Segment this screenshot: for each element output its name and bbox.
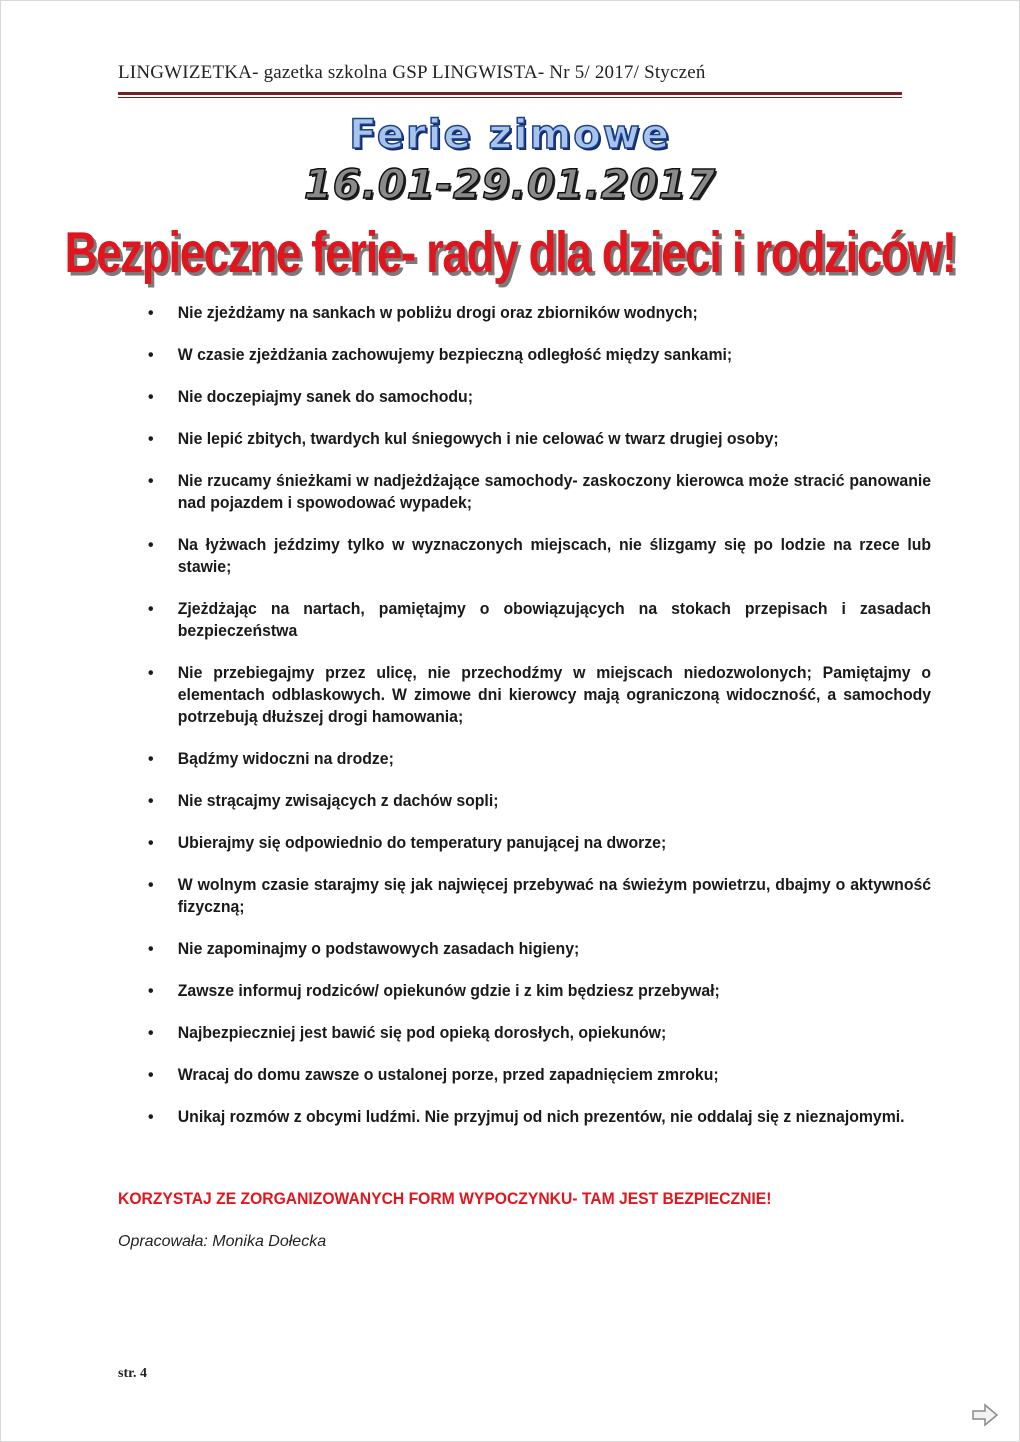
list-item — [148, 344, 931, 366]
list-item — [148, 1022, 931, 1044]
rule-text: Na łyżwach jeździmy tylko w wyznaczonych miejscach, nie ślizgamy się po lodzie na rzece lub stawie; — [177, 535, 932, 576]
list-item — [148, 428, 931, 450]
list-item — [148, 980, 931, 1002]
bullet-icon: • — [148, 939, 154, 958]
bullet-icon: • — [148, 387, 154, 406]
header-rule — [118, 92, 902, 95]
list-item — [148, 662, 931, 728]
bullet-icon: • — [148, 791, 154, 810]
rules-list — [148, 302, 932, 1148]
author-credit: Opracowała: Monika Dołecka — [118, 1233, 327, 1250]
rule-text: Nie zjeżdżamy na sankach w pobliżu drogi oraz zbiorników wodnych; — [177, 303, 698, 322]
list-item — [148, 748, 931, 770]
bullet-icon: • — [148, 471, 154, 490]
bullet-icon: • — [148, 663, 154, 682]
rule-text: Ubierajmy się odpowiednio do temperatury panującej na dworze; — [177, 833, 667, 852]
rule-text: Zawsze informuj rodziców/ opiekunów gdzie i z kim będziesz przebywał; — [177, 981, 720, 1000]
list-item — [148, 302, 931, 324]
rule-text: Wracaj do domu zawsze o ustalonej porze, przed zapadnięciem zmroku; — [177, 1065, 719, 1084]
page-number: str. 4 — [118, 1366, 148, 1381]
bullet-icon: • — [148, 345, 154, 364]
bullet-icon: • — [148, 1023, 154, 1042]
rule-text: Nie przebiegajmy przez ulicę, nie przechodźmy w miejscach niedozwolonych; Pamiętajmy o elementach odblaskowych. W zimowe dni kierowcy mają ograniczoną widoczność, a samochody potrzebują dłuższej drogi hamowania; — [177, 663, 932, 726]
rule-text: Zjeżdżając na nartach, pamiętajmy o obowiązujących na stokach przepisach i zasadach bezpieczeństwa — [177, 599, 932, 640]
bullet-icon: • — [148, 599, 154, 618]
bullet-icon: • — [148, 875, 154, 894]
dates-title: 16.01-29.01.2017 — [303, 162, 717, 208]
bullet-icon: • — [148, 429, 154, 448]
bullet-icon: • — [148, 981, 154, 1000]
list-item — [148, 470, 931, 514]
list-item — [148, 386, 931, 408]
list-item — [148, 874, 931, 918]
rule-text: Nie strącajmy zwisających z dachów sopli; — [177, 791, 499, 810]
rule-text: W wolnym czasie starajmy się jak najwięcej przebywać na świeżym powietrzu, dbajmy o aktywność fizyczną; — [177, 875, 932, 916]
main-title: Ferie zimowe — [349, 112, 671, 158]
header-rule-thin — [118, 97, 902, 98]
rule-text: Nie zapominajmy o podstawowych zasadach higieny; — [177, 939, 580, 958]
rule-text: W czasie zjeżdżania zachowujemy bezpieczną odległość między sankami; — [177, 345, 733, 364]
arrow-right-icon[interactable] — [970, 1400, 1000, 1430]
bullet-icon: • — [148, 1107, 154, 1126]
list-item — [148, 938, 931, 960]
footer-warning: KORZYSTAJ ZE ZORGANIZOWANYCH FORM WYPOCZYNKU- TAM JEST BEZPIECZNIE! — [118, 1190, 772, 1208]
bullet-icon: • — [148, 535, 154, 554]
list-item — [148, 790, 931, 812]
rule-text: Najbezpieczniej jest bawić się pod opieką dorosłych, opiekunów; — [177, 1023, 667, 1042]
rule-text: Nie doczepiajmy sanek do samochodu; — [177, 387, 473, 406]
rule-text: Bądźmy widoczni na drodze; — [177, 749, 394, 768]
bullet-icon: • — [148, 303, 154, 322]
list-item — [148, 1064, 931, 1086]
subtitle: Bezpieczne ferie- rady dla dzieci i rodziców! — [64, 219, 956, 285]
list-item — [148, 1106, 931, 1128]
list-item — [148, 832, 931, 854]
rule-text: Nie rzucamy śnieżkami w nadjeżdżające samochody- zaskoczony kierowca może stracić panowanie nad pojazdem i spowodować wypadek; — [177, 471, 932, 512]
bullet-icon: • — [148, 749, 154, 768]
newsletter-header: LINGWIZETKA- gazetka szkolna GSP LINGWISTA- Nr 5/ 2017/ Styczeń — [118, 62, 706, 83]
list-item — [148, 598, 931, 642]
bullet-icon: • — [148, 833, 154, 852]
list-item — [148, 534, 931, 578]
rule-text: Nie lepić zbitych, twardych kul śniegowych i nie celować w twarz drugiej osoby; — [177, 429, 779, 448]
rule-text: Unikaj rozmów z obcymi ludźmi. Nie przyjmuj od nich prezentów, nie oddalaj się z nieznajomymi. — [177, 1107, 905, 1126]
bullet-icon: • — [148, 1065, 154, 1084]
